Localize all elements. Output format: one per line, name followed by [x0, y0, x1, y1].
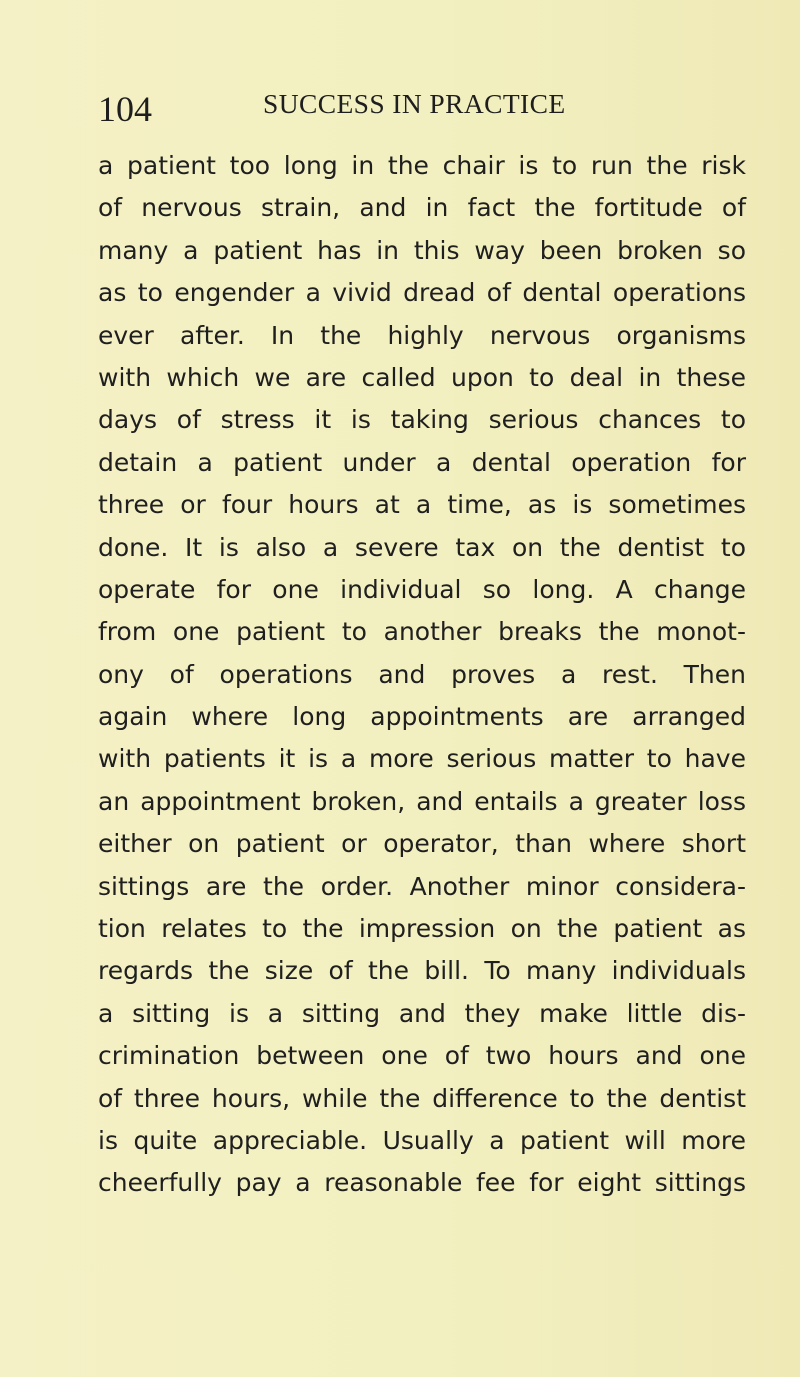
text-line: is quite appreciable. Usually a patient will more	[98, 1125, 746, 1155]
text-line: with patients it is a more serious matter to have	[98, 744, 746, 774]
text-line: crimination between one of two hours and one	[98, 1041, 746, 1071]
text-line: ony of operations and proves a rest. Then	[98, 659, 746, 689]
text-line: detain a patient under a dental operation for	[98, 447, 746, 477]
text-line: a patient too long in the chair is to run the risk	[98, 151, 746, 180]
text-line: days of stress it is taking serious chances to	[98, 405, 746, 435]
text-line: again where long appointments are arranged	[98, 702, 746, 732]
text-line: done. It is also a severe tax on the dentist to	[98, 532, 746, 562]
text-line: cheerfully pay a reasonable fee for eight sittings	[98, 1168, 746, 1198]
text-line: operate for one individual so long. A change	[98, 574, 746, 604]
page-header	[98, 82, 758, 129]
text-line: of nervous strain, and in fact the fortitude of	[98, 193, 746, 223]
body-text	[98, 145, 746, 1205]
text-line: an appointment broken, and entails a greater loss	[98, 786, 746, 816]
text-line: from one patient to another breaks the monot-	[98, 617, 746, 647]
text-line: a sitting is a sitting and they make little dis-	[98, 998, 746, 1028]
page-number: 104	[98, 89, 152, 129]
text-line: either on patient or operator, than where short	[98, 829, 746, 859]
text-line: tion relates to the impression on the patient as	[98, 914, 746, 944]
text-line: ever after. In the highly nervous organisms	[98, 320, 746, 350]
text-line: three or four hours at a time, as is sometimes	[98, 490, 746, 520]
running-head: SUCCESS IN PRACTICE	[263, 88, 566, 119]
text-line: of three hours, while the difference to the dentist	[98, 1083, 746, 1113]
text-line: many a patient has in this way been broken so	[98, 235, 746, 265]
text-line: sittings are the order. Another minor considera-	[98, 871, 746, 901]
text-line: as to engender a vivid dread of dental operations	[98, 278, 746, 308]
text-line: with which we are called upon to deal in these	[98, 362, 746, 392]
text-line: regards the size of the bill. To many individuals	[98, 956, 746, 986]
